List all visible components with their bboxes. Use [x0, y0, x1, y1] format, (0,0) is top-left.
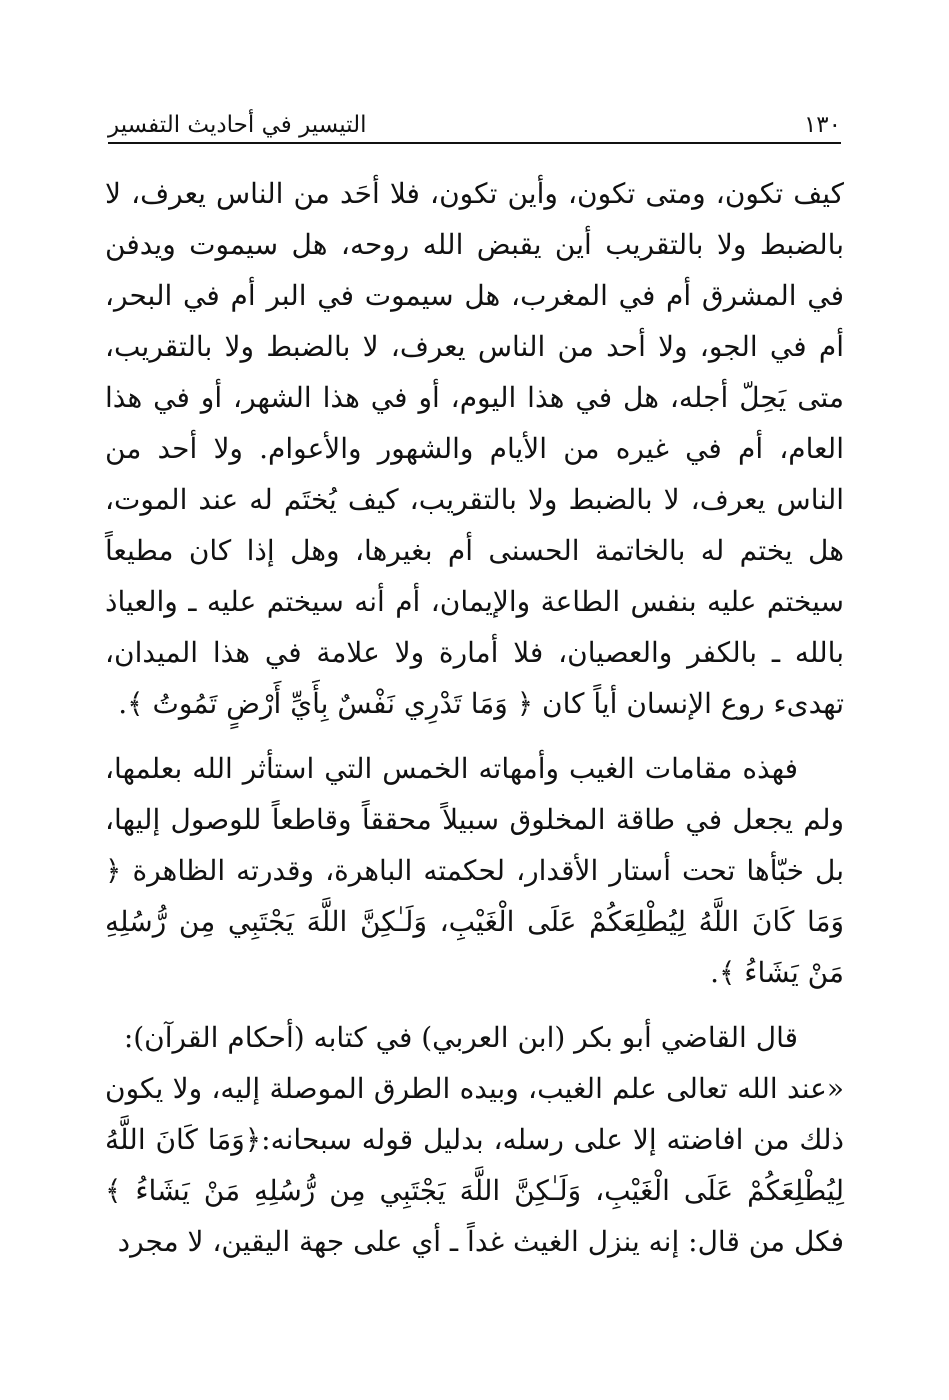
paragraph-4 [105, 1063, 844, 1267]
paragraph-1 [105, 168, 844, 729]
header-rule [108, 142, 841, 144]
quran-verse: ﴿ وَمَا كَانَ اللَّهُ لِيُطْلِعَكُمْ عَلَى الْغَيْبِ، وَلَـٰكِنَّ اللَّهَ يَجْتَبِي مِن رُّسُلِهِ مَنْ يَشَاءُ ﴾ [105, 854, 844, 989]
paragraph-3 [105, 1012, 844, 1063]
running-title: التيسير في أحاديث التفسير [108, 112, 367, 138]
page-number: ١٣٠ [803, 112, 841, 138]
page-header [108, 100, 841, 140]
paragraph-2 [105, 743, 844, 998]
paragraph-text: فهذه مقامات الغيب وأمهاته الخمس التي استأثر الله بعلمها، ولم يجعل في طاقة المخلوق سبيلاً محققاً وقاطعاً للوصول إليها، بل خبّأها تحت أستار الأقدار، لحكمته الباهرة، وقدرته الظاهرة [105, 752, 844, 887]
paragraph-text-end: . [710, 956, 719, 989]
quotation-continuation: فكل من قال: إنه ينزل الغيث غداً ـ أي على جهة اليقين، لا مجرد [117, 1225, 844, 1258]
quran-verse: ﴿ وَمَا تَدْرِي نَفْسٌ بِأَيِّ أَرْضٍ تَمُوتُ ﴾ [127, 687, 534, 720]
page-body [105, 168, 844, 1267]
paragraph-gap [105, 998, 844, 1012]
paragraph-gap [105, 729, 844, 743]
quotation-text: «عند الله تعالى علم الغيب، وبيده الطرق الموصلة إليه، ولا يكون ذلك من افاضته إلا على رسله، بدليل قوله سبحانه: [105, 1072, 844, 1156]
citation-intro: قال القاضي أبو بكر (ابن العربي) في كتابه (أحكام القرآن): [123, 1021, 798, 1054]
quran-verse: ﴿وَمَا كَانَ اللَّهُ لِيُطْلِعَكُمْ عَلَى الْغَيْبِ، وَلَـٰكِنَّ اللَّهَ يَجْتَبِي مِن رُّسُلِهِ مَنْ يَشَاءُ ﴾ [105, 1123, 844, 1207]
paragraph-text-end: . [118, 687, 128, 720]
paragraph-text: كيف تكون، ومتى تكون، وأين تكون، فلا أحَد من الناس يعرف، لا بالضبط ولا بالتقريب أين يقبض الله روحه، هل سيموت ويدفن في المشرق أم في المغرب، هل سيموت في البر أم في البحر، أم في الجو، ولا أحد من الناس يعرف، لا بالضبط ولا بالتقريب، متى يَحِلّ أجله، هل في هذا اليوم، أو في هذا الشهر، أو في هذا العام، أم في غيره من الأيام والشهور والأعوام. ولا أحد من الناس يعرف، لا بالضبط ولا بالتقريب، كيف يُختَم له عند الموت، هل يختم له بالخاتمة الحسنى أم بغيرها، وهل إذا كان مطيعاً سيختم عليه بنفس الطاعة والإيمان، أم أنه سيختم عليه ـ والعياذ بالله ـ بالكفر والعصيان، فلا أمارة ولا علامة في هذا الميدان، تهدىء روع الإنسان أياً كان [105, 177, 844, 720]
